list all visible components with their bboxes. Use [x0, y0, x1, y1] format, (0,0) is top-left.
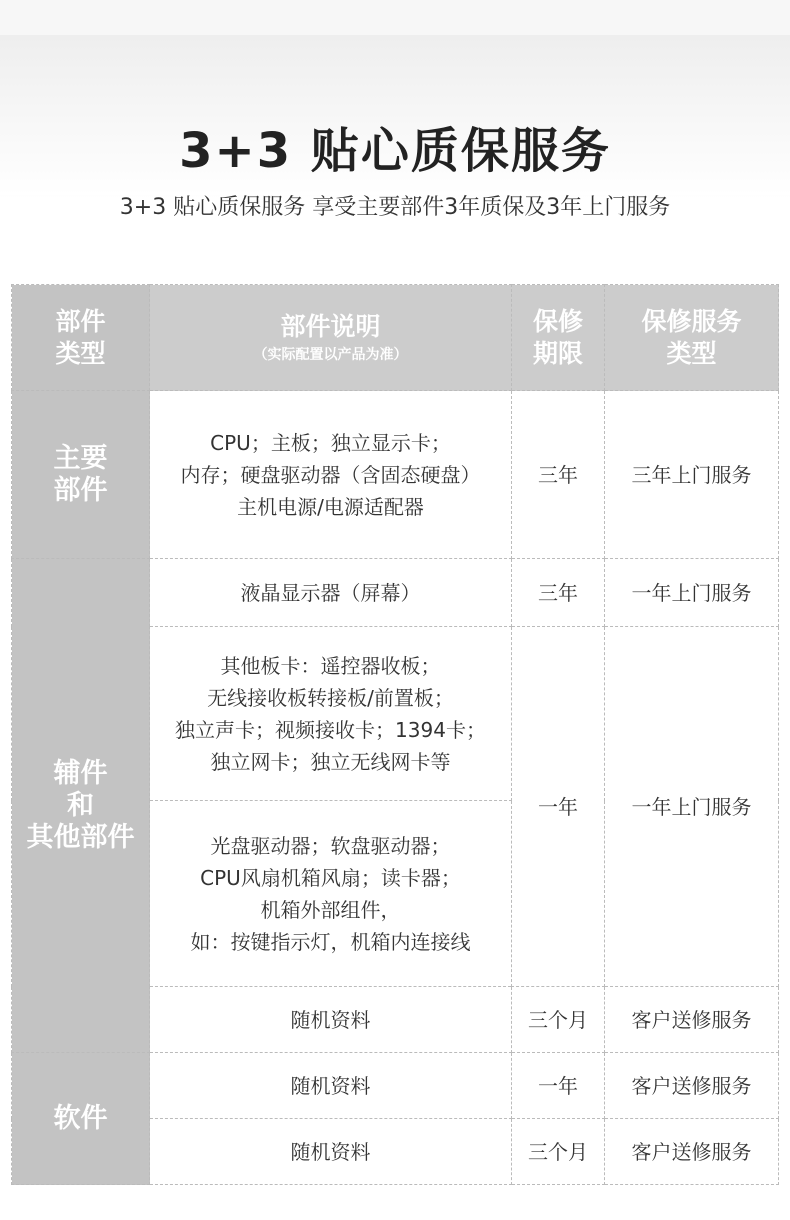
other-parts-period: 一年: [512, 627, 605, 987]
table-header-row: [12, 285, 779, 391]
warranty-table: [11, 284, 779, 1185]
header-warranty-period: 保修 期限: [512, 285, 605, 391]
lcd-description: 液晶显示器（屏幕）: [150, 559, 512, 627]
software-1-period: 一年: [512, 1053, 605, 1119]
software-1-description: 随机资料: [150, 1053, 512, 1119]
aux-documents-service: 客户送修服务: [605, 987, 779, 1053]
table-row: [12, 559, 779, 627]
group-software: 软件: [12, 1053, 150, 1185]
group-main-parts: 主要 部件: [12, 391, 150, 559]
main-parts-period: 三年: [512, 391, 605, 559]
other-parts-service: 一年上门服务: [605, 627, 779, 987]
lcd-period: 三年: [512, 559, 605, 627]
software-1-service: 客户送修服务: [605, 1053, 779, 1119]
software-2-description: 随机资料: [150, 1119, 512, 1185]
page-title: 3+3 贴心质保服务: [179, 123, 611, 179]
aux-documents-description: 随机资料: [150, 987, 512, 1053]
header-note: （实际配置以产品为准）: [253, 346, 408, 363]
table-row: [12, 391, 779, 559]
header-part-description: 部件说明 （实际配置以产品为准）: [150, 285, 512, 391]
header-part-type: 部件 类型: [12, 285, 150, 391]
software-2-period: 三个月: [512, 1119, 605, 1185]
group-aux-parts: 辅件 和 其他部件: [12, 559, 150, 1053]
lcd-service: 一年上门服务: [605, 559, 779, 627]
table-row: [12, 1053, 779, 1119]
software-2-service: 客户送修服务: [605, 1119, 779, 1185]
main-parts-description: CPU；主板；独立显示卡； 内存；硬盘驱动器（含固态硬盘） 主机电源/电源适配器: [150, 391, 512, 559]
main-parts-service: 三年上门服务: [605, 391, 779, 559]
drives-description: 光盘驱动器；软盘驱动器； CPU风扇机箱风扇；读卡器； 机箱外部组件， 如：按键指示灯，机箱内连接线: [150, 801, 512, 987]
aux-documents-period: 三个月: [512, 987, 605, 1053]
header-service-type: 保修服务 类型: [605, 285, 779, 391]
top-band: [0, 0, 790, 35]
page-subtitle: 3+3 贴心质保服务 享受主要部件3年质保及3年上门服务: [119, 195, 671, 220]
boards-description: 其他板卡：遥控器收板； 无线接收板转接板/前置板； 独立声卡；视频接收卡；1394卡； 独立网卡；独立无线网卡等: [150, 627, 512, 801]
